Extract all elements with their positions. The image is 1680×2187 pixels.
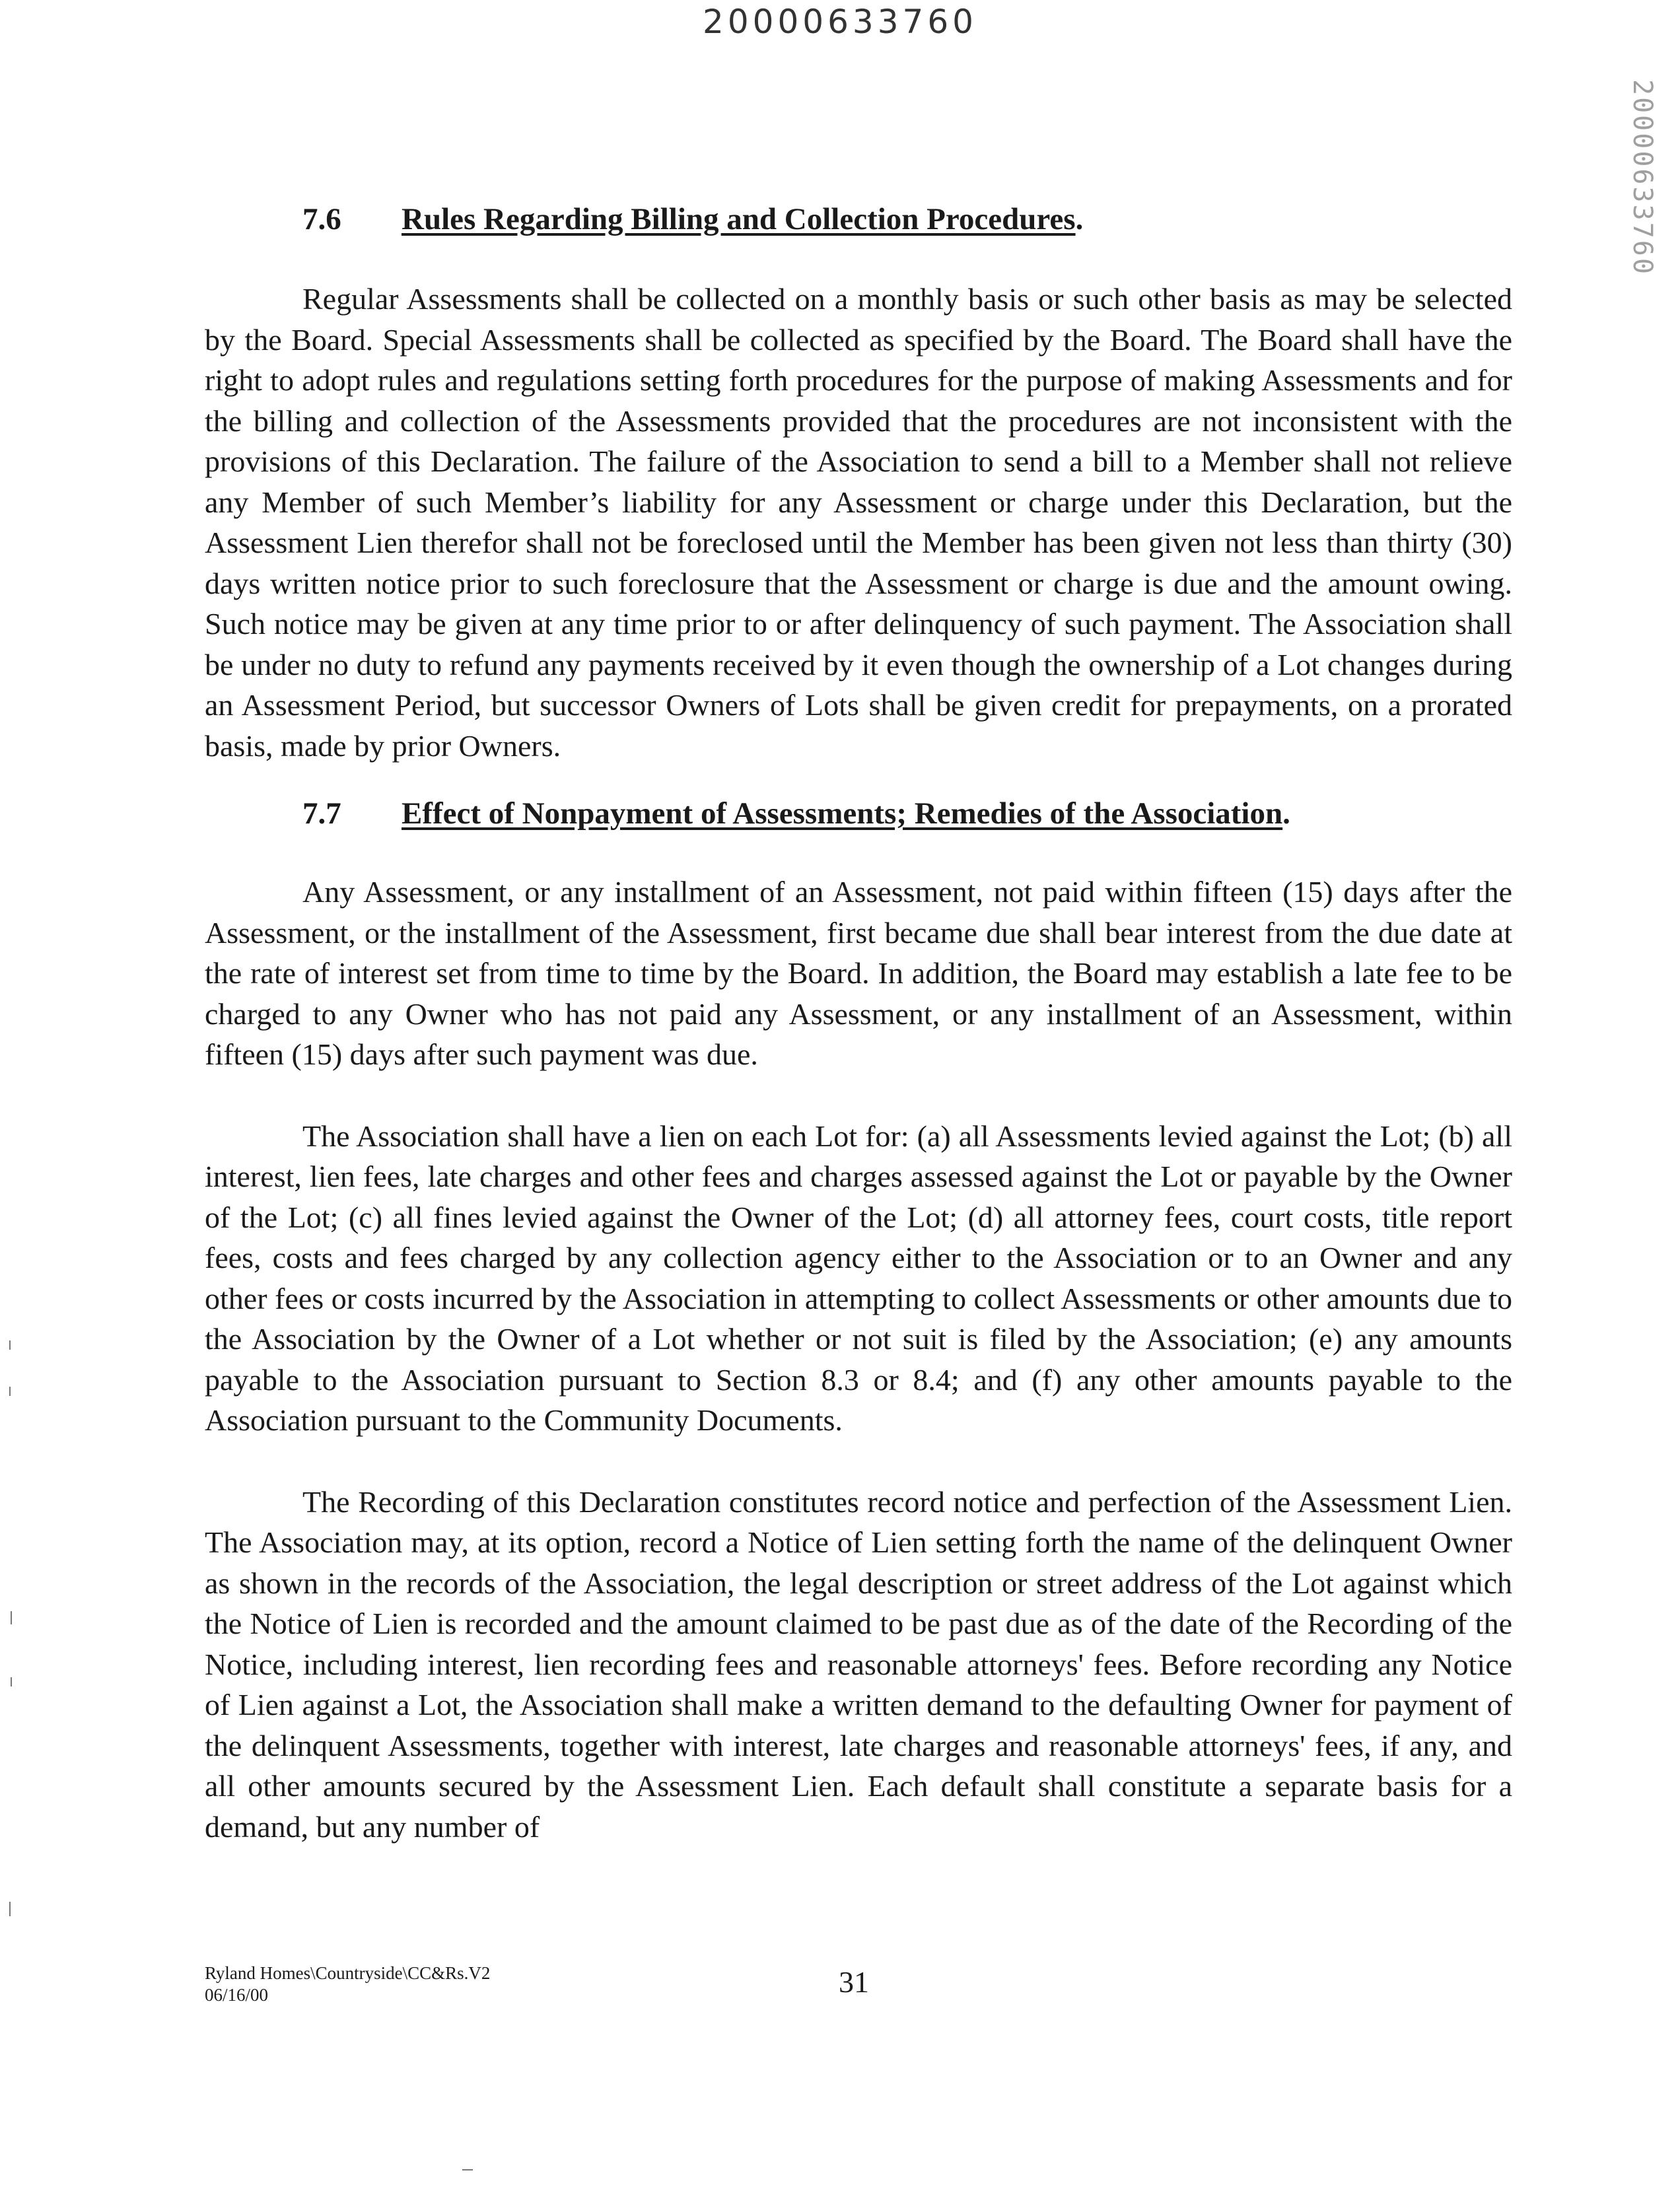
page-number: 31 — [839, 1965, 869, 1999]
scan-speck — [11, 1677, 12, 1686]
section-title: Effect of Nonpayment of Assessments; Remedies of the Association — [402, 796, 1283, 831]
document-number: 20000633760 — [703, 3, 977, 41]
section-heading: 7.6 Rules Regarding Billing and Collection Procedures. — [205, 199, 1512, 239]
scan-speck — [9, 1340, 11, 1350]
scan-speck — [11, 1611, 12, 1624]
scan-speck — [462, 2169, 473, 2170]
section-number: 7.7 — [302, 796, 341, 831]
section-heading: 7.7 Effect of Nonpayment of Assessments; Remedies of the Association. — [205, 794, 1512, 833]
footer-date: 06/16/00 — [205, 1985, 269, 2005]
scan-speck — [9, 1902, 11, 1916]
side-stamp: 20000633760 — [1627, 79, 1658, 276]
footer-file-path: Ryland Homes\Countryside\CC&Rs.V2 — [205, 1963, 491, 1983]
paragraph: The Recording of this Declaration constitutes record notice and perfection of the Assessment Lien. The Association may, at its option, record a Notice of Lien setting forth the name of the delinquent Owner as shown in the records of the Association, the legal description or street address of the Lot against which the Notice of Lien is recorded and the amount claimed to be past due as of the date of the Recording of the Notice, including interest, lien recording fees and reasonable attorneys' fees. Before recording any Notice of Lien against a Lot, the Association shall make a written demand to the defaulting Owner for payment of the delinquent Assessments, together with interest, late charges and reasonable attorneys' fees, if any, and all other amounts secured by the Assessment Lien. Each default shall constitute a separate basis for a demand, but any number of — [205, 1484, 1512, 1844]
scan-speck — [9, 1387, 11, 1396]
paragraph: The Association shall have a lien on each Lot for: (a) all Assessments levied against the Lot; (b) all interest, lien fees, late charges and other fees and charges assessed against the Lot or payable by the Owner of the Lot; (c) all fines levied against the Owner of the Lot; (d) all attorney fees, court costs, title report fees, costs and fees charged by any collection agency either to the Association or to an Owner and any other fees or costs incurred by the Association in attempting to collect Assessments or other amounts due to the Association by the Owner of a Lot whether or not suit is filed by the Association; (e) any amounts payable to the Association pursuant to Section 8.3 or 8.4; and (f) any other amounts payable to the Association pursuant to the Community Documents. — [205, 1119, 1512, 1437]
section-title: Rules Regarding Billing and Collection Procedures — [402, 202, 1076, 236]
document-body — [205, 198, 1512, 1847]
section-number: 7.6 — [302, 202, 341, 236]
footer-file-info — [205, 1962, 490, 2006]
paragraph: Any Assessment, or any installment of an Assessment, not paid within fifteen (15) days after the Assessment, or the installment of the Assessment, first became due shall bear interest from the due date at the rate of interest set from time to time by the Board. In addition, the Board may establish a late fee to be charged to any Owner who has not paid any Assessment, or any installment of an Assessment, within fifteen (15) days after such payment was due. — [205, 875, 1512, 1071]
paragraph: Regular Assessments shall be collected on a monthly basis or such other basis as may be selected by the Board. Special Assessments shall be collected as specified by the Board. The Board shall have the right to adopt rules and regulations setting forth procedures for the purpose of making Assessments and for the billing and collection of the Assessments provided that the procedures are not inconsistent with the provisions of this Declaration. The failure of the Association to send a bill to a Member shall not relieve any Member of such Member’s liability for any Assessment or charge under this Declaration, but the Assessment Lien therefor shall not be foreclosed until the Member has been given not less than thirty (30) days written notice prior to such foreclosure that the Assessment or charge is due and the amount owing. Such notice may be given at any time prior to or after delinquency of such payment. The Association shall be under no duty to refund any payments received by it even though the ownership of a Lot changes during an Assessment Period, but successor Owners of Lots shall be given credit for prepayments, on a prorated basis, made by prior Owners. — [205, 282, 1512, 763]
